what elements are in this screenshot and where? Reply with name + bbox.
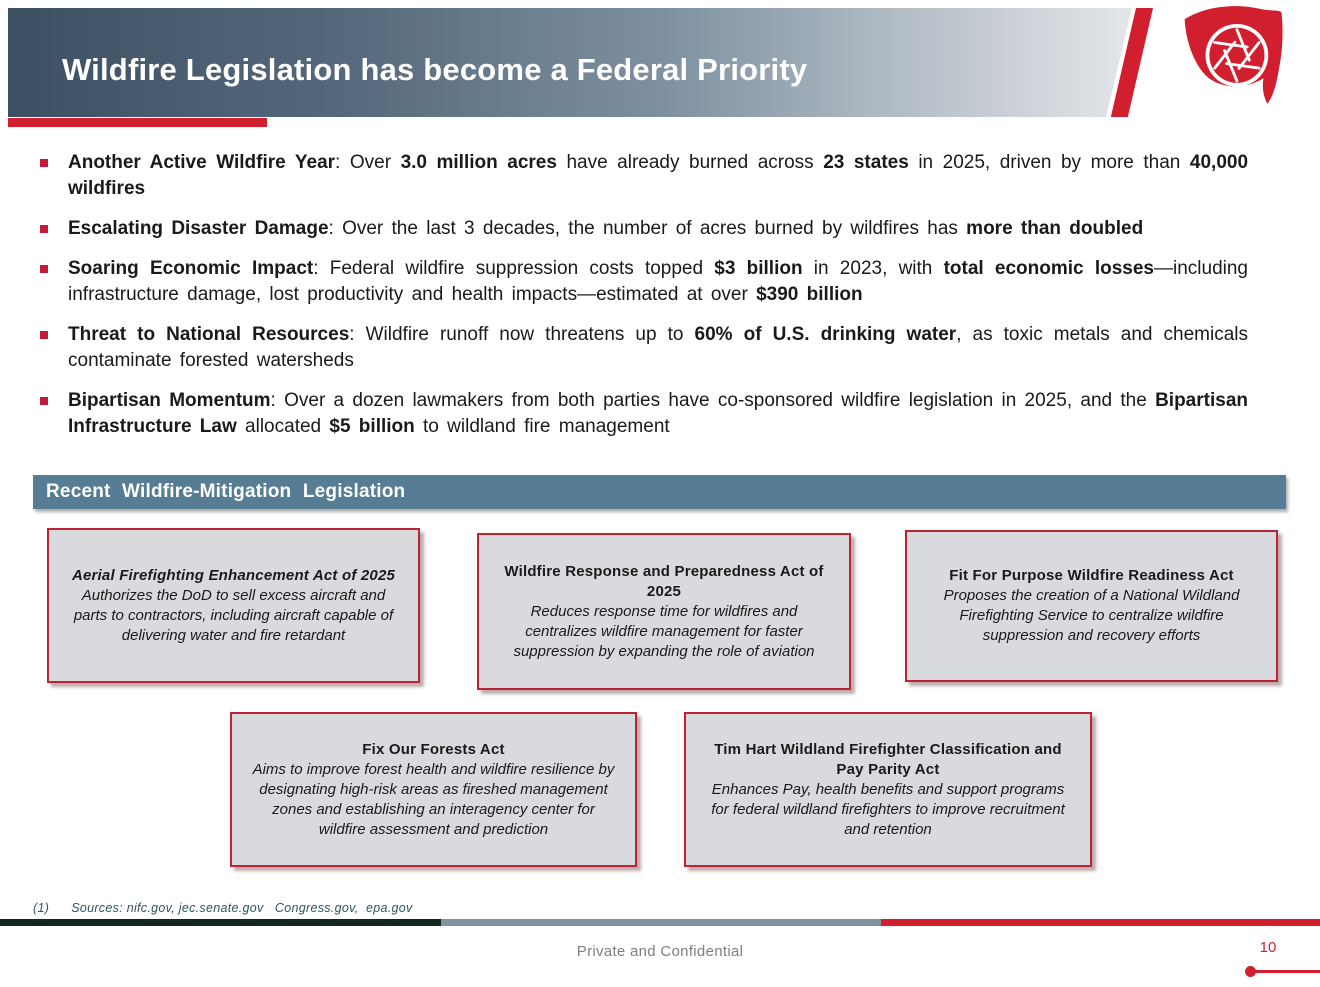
box-body: Proposes the creation of a National Wildland Firefighting Service to centralize wildfire suppression and recovery efforts (943, 587, 1240, 644)
section-banner (33, 475, 1286, 509)
box-body: Reduces response time for wildfires and centralizes wildfire management for faster suppression by expanding the role of aviation (513, 602, 815, 660)
bullet-list (38, 150, 1248, 454)
section-banner-title: Recent Wildfire-Mitigation Legislation (46, 481, 406, 502)
bullet-text: Threat to National Resources: Wildfire runoff now threatens up to 60% of U.S. drinking water, as toxic metals and chemicals contaminate forested watersheds (68, 324, 1248, 371)
box-body: Enhances Pay, health benefits and support programs for federal wildland firefighters to improve recruitment and retention (711, 780, 1065, 838)
box-title: Tim Hart Wildland Firefighter Classification and Pay Parity Act (714, 740, 1062, 778)
footnote (33, 901, 413, 915)
box-body: Authorizes the DoD to sell excess aircraft and parts to contractors, including aircraft capable of delivering water and fire retardant (73, 586, 394, 644)
legislation-box-aerial-firefighting (47, 528, 420, 683)
bullet-square-icon (38, 322, 68, 374)
box-title: Wildfire Response and Preparedness Act of 2025 (504, 562, 824, 600)
bullet-item-5 (38, 388, 1248, 440)
bullet-item-3 (38, 256, 1248, 308)
legislation-box-fit-for-purpose (905, 530, 1278, 682)
legislation-box-fix-our-forests (230, 712, 637, 867)
footer-bar-slate-segment (441, 919, 881, 926)
box-title: Fix Our Forests Act (362, 740, 505, 758)
bullet-square-icon (38, 256, 68, 308)
bullet-square-icon (38, 150, 68, 202)
page-number: 10 (1259, 939, 1277, 956)
bullet-text: Another Active Wildfire Year: Over 3.0 million acres have already burned across 23 states in 2025, driven by more than 40,000 wildfires (68, 152, 1249, 199)
page-number-line (1252, 970, 1320, 973)
bullet-square-icon (38, 388, 68, 440)
header-underline (8, 118, 267, 127)
page-title: Wildfire Legislation has become a Federal Priority (62, 52, 808, 87)
footnote-sources: Sources: nifc.gov, jec.senate.gov Congress.gov, epa.gov (71, 901, 413, 915)
box-title: Aerial Firefighting Enhancement Act of 2025 (71, 566, 396, 584)
box-title: Fit For Purpose Wildfire Readiness Act (949, 567, 1234, 584)
bullet-text: Soaring Economic Impact: Federal wildfire suppression costs topped $3 billion in 2023, with total economic losses—including infrastructure damage, lost productivity and health impacts—estimated at over $390 billion (68, 258, 1248, 305)
legislation-box-tim-hart (684, 712, 1092, 867)
aperture-logo-icon (1178, 4, 1292, 118)
bullet-text: Bipartisan Momentum: Over a dozen lawmakers from both parties have co-sponsored wildfire legislation in 2025, and the Bipartisan Infrastructure Law allocated $5 billion to wildland fire management (68, 390, 1248, 437)
box-body: Aims to improve forest health and wildfire resilience by designating high-risk areas as fireshed management zones and establishing an interagency center for wildfire assessment and prediction (252, 760, 615, 838)
bullet-square-icon (38, 216, 68, 242)
footer-bar (0, 919, 1320, 926)
footer-bar-red-segment (881, 919, 1320, 926)
bullet-item-2 (38, 216, 1248, 242)
confidential-label: Private and Confidential (576, 943, 744, 960)
bullet-item-4 (38, 322, 1248, 374)
bullet-text: Escalating Disaster Damage: Over the last 3 decades, the number of acres burned by wildfires has more than doubled (68, 218, 1144, 239)
legislation-box-wildfire-response (477, 533, 851, 690)
footer-bar-dark-segment (0, 919, 441, 926)
footnote-marker: (1) (33, 901, 50, 915)
bullet-item-1 (38, 150, 1248, 202)
